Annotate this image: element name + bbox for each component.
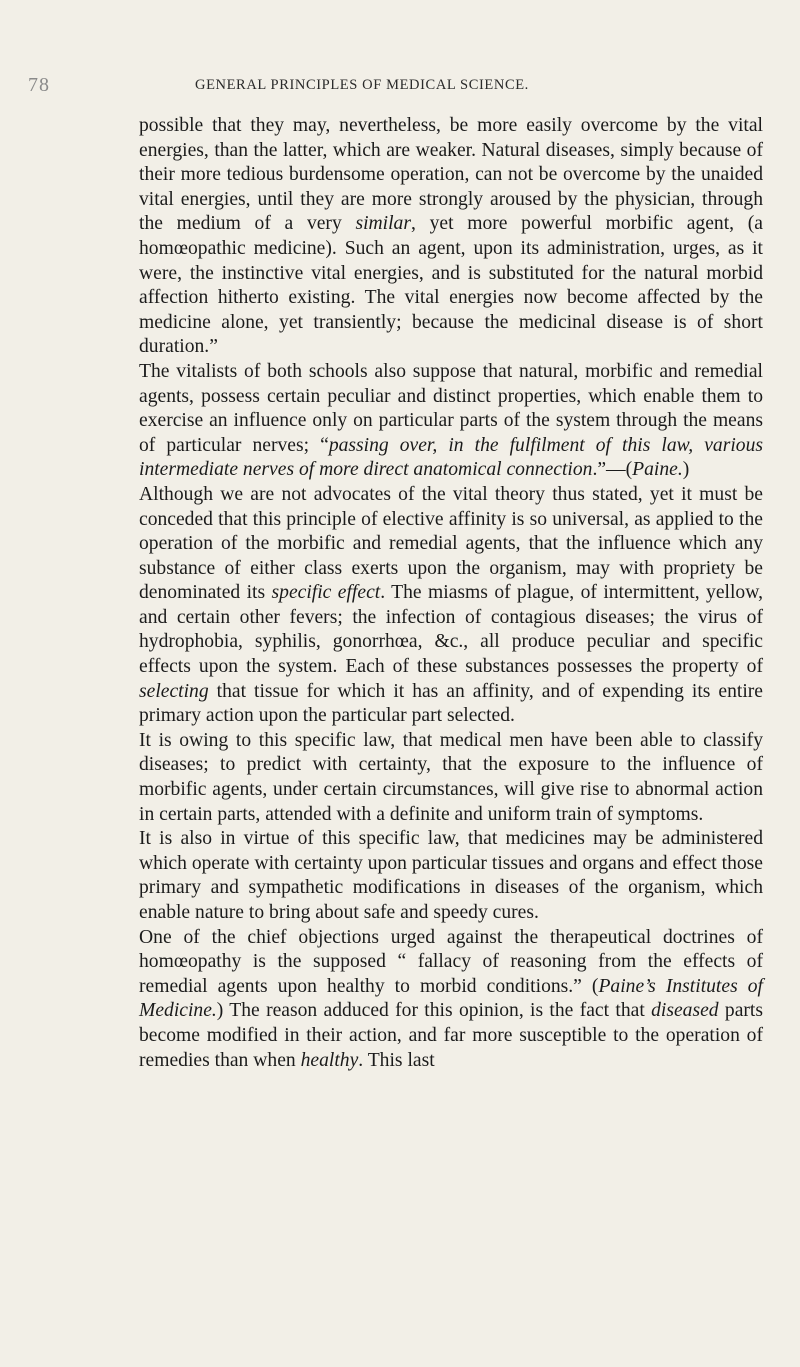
paragraph [139, 483, 763, 729]
text-span: One of the chief objections urged against the therapeutical doctrines of homœopathy is the supposed “ fallacy of reasoning from the effects of remedial agents upon healthy to morbid conditions.” ( [139, 926, 763, 997]
text-span: Although we are not advocates of the vital theory thus stated, yet it must be conceded that this principle of elective affinity is so universal, as applied to the operation of the morbific and remedial agents, that the influence which any substance of either class exerts upon the organism, may with propriety be denominated its [139, 483, 763, 604]
paragraph [139, 729, 763, 827]
italic-text: diseased [651, 1000, 719, 1022]
text-span: parts become modified in their action, and far more susceptible to the operation of remedies than when [139, 1000, 763, 1071]
paragraph [139, 827, 763, 925]
text-span: .”—( [592, 459, 633, 481]
text-span: possible that they may, nevertheless, be more easily overcome by the vital energies, than the latter, which are weaker. Natural diseases, simply because of their more tedious burdensome operation, can not be overcome by the unaided vital energies, until they are more strongly aroused by the physician, through the medium of a very [139, 115, 763, 235]
italic-text: Paine’s Institutes of Medicine. [139, 975, 763, 1022]
italic-text: passing over, in the fulfilment of this law, various intermediate nerves of more direct anatomical connection [139, 434, 763, 481]
paragraph [139, 114, 763, 360]
text-span: . The miasms of plague, of intermittent, yellow, and certain other fevers; the infection of contagious diseases; the virus of hydrophobia, syphilis, gonorrhœa, &c., all produce peculiar and specific effects upon the system. Each of these substances possesses the property of [139, 582, 763, 678]
page-header [0, 74, 800, 98]
text-span: It is also in virtue of this specific law, that medicines may be administered which operate with certainty upon particular tissues and organs and effect those primary and sympathetic modifications in diseases of the organism, which enable nature to bring about safe and speedy cures. [139, 828, 763, 923]
text-span: It is owing to this specific law, that medical men have been able to classify diseases; to predict with certainty, that the exposure to the influence of morbific agents, under certain circumstances, will give rise to abnormal action in certain parts, attended with a definite and uniform train of symptoms. [139, 729, 763, 825]
italic-text: specific effect [271, 582, 381, 604]
running-head: GENERAL PRINCIPLES OF MEDICAL SCIENCE. [195, 77, 529, 93]
body-text [139, 114, 763, 1073]
page-number: 78 [28, 74, 50, 96]
text-span: that tissue for which it has an affinity, and of expending its entire primary action upon the particular part selected. [139, 680, 763, 727]
text-span: The vitalists of both schools also suppose that natural, morbific and remedial agents, possess certain peculiar and distinct properties, which enable them to exercise an influence only on particular parts of the system through the means of particular nerves; “ [139, 360, 763, 456]
text-span: ) The reason adduced for this opinion, is the fact that [216, 1000, 652, 1022]
text-span: ) [682, 459, 690, 481]
italic-text: healthy [300, 1049, 359, 1071]
paragraph [139, 926, 763, 1074]
text-span: , yet more powerful morbific agent, (a homœopathic medicine). Such an agent, upon its administration, urges, as it were, the instinctive vital energies, and is substituted for the natural morbid affection hitherto existing. The vital energies now become affected by the medicine alone, yet transiently; because the medicinal disease is of short duration.” [139, 213, 763, 358]
paragraph [139, 360, 763, 483]
italic-text: Paine. [632, 459, 683, 481]
italic-text: similar [355, 213, 411, 235]
text-span: . This last [358, 1049, 435, 1071]
italic-text: selecting [139, 680, 209, 702]
